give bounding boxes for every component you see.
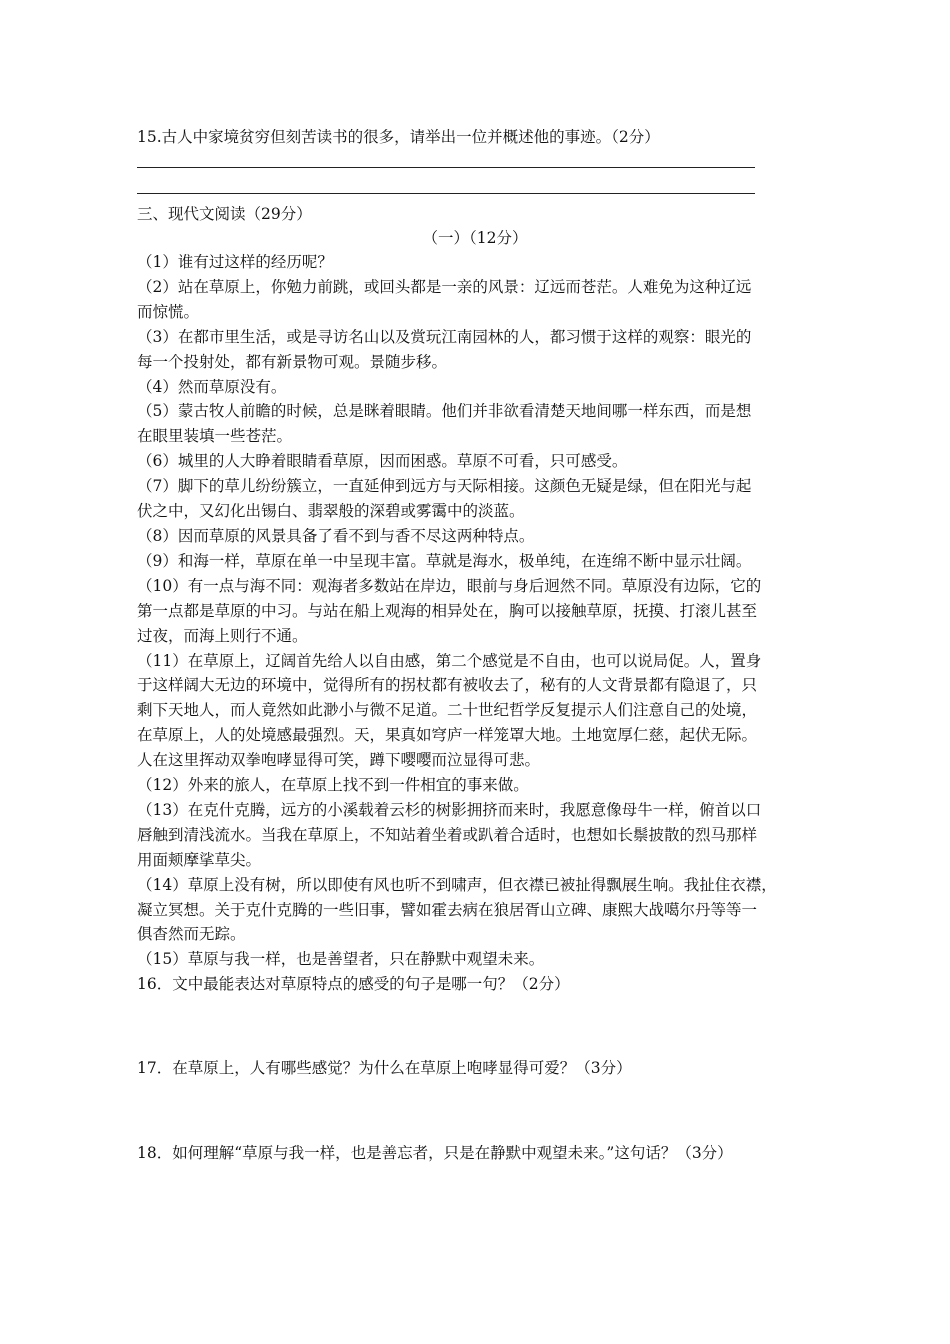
- passage-line: （8）因而草原的风景具备了看不到与香不尽这两种特点。: [137, 526, 535, 545]
- answer-line-2: [137, 193, 755, 194]
- passage-line: 唇触到清浅流水。当我在草原上，不知站着坐着或趴着合适时，也想如长鬃披散的烈马那样: [137, 825, 758, 844]
- section-title: 三、现代文阅读（29分）: [137, 205, 312, 223]
- passage-line: （15）草原与我一样，也是善望者，只在静默中观望未来。: [137, 950, 545, 969]
- passage-line: （14）草原上没有树，所以即使有风也听不到啸声，但衣襟已被扯得飘展生响。我扯住衣襟，: [137, 875, 777, 894]
- passage-line: 人在这里挥动双拳咆哮显得可笑，蹲下嘤嘤而泣显得可悲。: [137, 751, 541, 770]
- passage-line: 于这样阔大无边的环境中，觉得所有的拐杖都有被收去了，秘有的人文背景都有隐退了，只: [137, 676, 758, 695]
- answer-line-1: [137, 167, 755, 168]
- passage-line: （4）然而草原没有。: [137, 377, 287, 396]
- passage-line: （6）城里的人大睁着眼睛看草原，因而困惑。草原不可看，只可感受。: [137, 452, 628, 471]
- question-16: 16．文中最能表达对草原特点的感受的句子是哪一句？（2分）: [137, 975, 570, 993]
- passage-line: 过夜，而海上则行不通。: [137, 626, 308, 645]
- passage-line: （13）在克什克腾，远方的小溪载着云杉的树影拥挤而来时，我愿意像母牛一样，俯首以口: [137, 800, 762, 819]
- passage-line: （5）蒙古牧人前瞻的时候，总是眯着眼睛。他们并非欲看清楚天地间哪一样东西，而是想: [137, 402, 752, 421]
- passage-line: （12）外来的旅人，在草原上找不到一件相宜的事来做。: [137, 776, 529, 795]
- passage-line: （3）在都市里生活，或是寻访名山以及赏玩江南园林的人，都习惯于这样的观察：眼光的: [137, 327, 752, 346]
- passage-line: （2）站在草原上，你勉力前跳，或回头都是一亲的风景：辽远而苍茫。人难免为这种辽远: [137, 277, 752, 296]
- passage-line: 在草原上，人的处境感最强烈。天，果真如穹庐一样笼罩大地。土地宽厚仁慈，起伏无际。: [137, 726, 758, 745]
- passage-line: 凝立冥想。关于克什克腾的一些旧事，譬如霍去病在狼居胥山立碑、康熙大战噶尔丹等等一: [137, 900, 758, 919]
- passage-line: （1）谁有过这样的经历呢？: [137, 253, 333, 271]
- passage-line: （7）脚下的草儿纷纷簇立，一直延伸到远方与天际相接。这颜色无疑是绿，但在阳光与起: [137, 477, 752, 496]
- section-subtitle: （一）（12分）: [422, 229, 528, 247]
- passage-line: 俱杳然而无踪。: [137, 925, 246, 944]
- passage-line: 在眼里装填一些苍茫。: [137, 427, 293, 446]
- passage-line: 剩下天地人，而人竟然如此渺小与微不足道。二十世纪哲学反复提示人们注意自己的处境，: [137, 701, 758, 720]
- passage-line: 伏之中，又幻化出锡白、翡翠般的深碧或雾霭中的淡蓝。: [137, 502, 525, 521]
- question-18: 18．如何理解“草原与我一样，也是善忘者，只是在静默中观望未来。”这句话？（3分）: [137, 1144, 733, 1162]
- passage-line: 第一点都是草原的中习。与站在船上观海的相异处在，胸可以接触草原，抚摸、打滚儿甚至: [137, 601, 758, 620]
- question-15: 15.古人中家境贫穷但刻苦读书的很多，请举出一位并概述他的事迹。（2分）: [137, 128, 660, 146]
- passage-line: 而惊慌。: [137, 302, 200, 321]
- passage-line: （11）在草原上，辽阔首先给人以自由感，第二个感觉是不自由，也可以说局促。人，置身: [137, 651, 762, 670]
- passage-line: （10）有一点与海不同：观海者多数站在岸边，眼前与身后迥然不同。草原没有边际，它的: [137, 576, 762, 595]
- reading-passage: [137, 250, 797, 972]
- passage-line: 用面颊摩挲草尖。: [137, 850, 262, 869]
- passage-line: 每一个投射处，都有新景物可观。景随步移。: [137, 352, 448, 371]
- passage-line: （9）和海一样，草原在单一中呈现丰富。草就是海水，极单纯，在连绵不断中显示壮阔。: [137, 551, 752, 570]
- question-17: 17．在草原上，人有哪些感觉？为什么在草原上咆哮显得可爱？（3分）: [137, 1059, 632, 1077]
